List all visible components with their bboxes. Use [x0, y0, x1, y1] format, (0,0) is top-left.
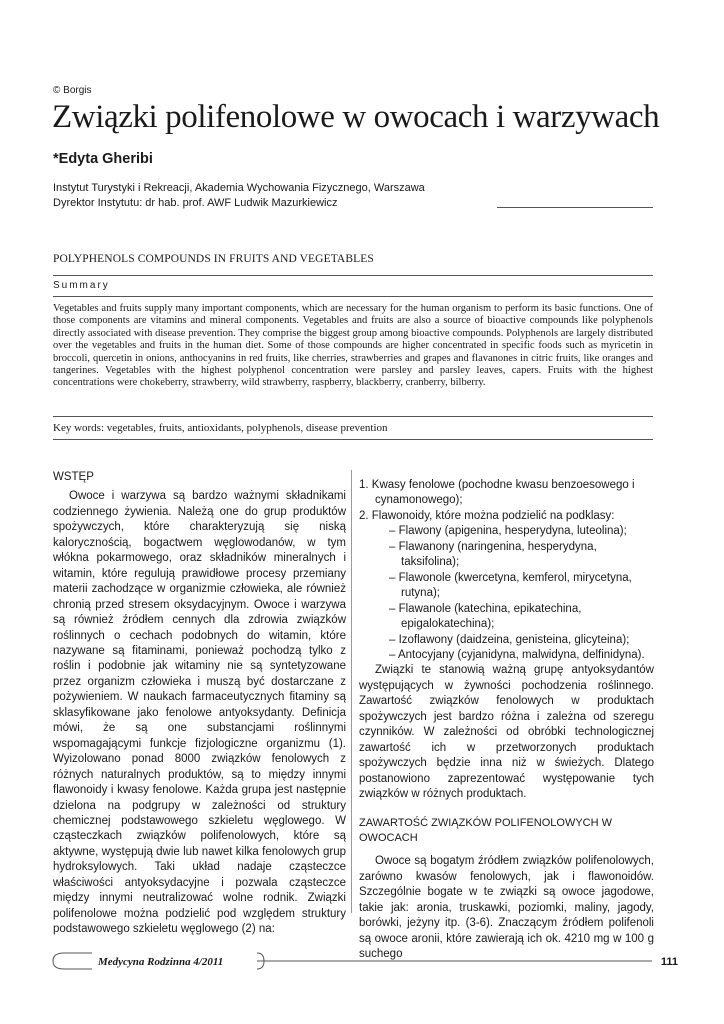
section-heading-fruits: ZAWARTOŚĆ ZWIĄZKÓW POLIFENOLOWYCH W OWOCACH	[359, 816, 613, 844]
intro-paragraph: Owoce i warzywa są bardzo ważnymi składnikami codziennego żywienia. Należą one do grup produktów spożywczych, które charakteryzują się niską kalorycznością, bogactwem węglowodanów, w tym włókna pokarmowego, oraz składników mineralnych i witamin, które regulują prawidłowe procesy przemiany materii zachodzące w organizmie człowieka, ale również chronią przed stresem oksydacyjnym. Owoce i warzywa są również źródłem cennych dla zdrowia związków roślinnych o cechach podobnych do witamin, które nazywane są fitaminami, ponieważ pochodzą tylko z roślin i podobnie jak witaminy nie są syntetyzowane przez organizm człowieka i muszą być dostarczane z pożywieniem. W naukach farmaceutycznych fitaminy są sklasyfikowane jako fenolowe antyoksydanty. Definicja mówi, że są one substancjami roślinnymi wspomagającymi funkcje fizjologiczne organizmu (1). Wyizolowano ponad 8000 związków fenolowych z różnych naturalnych produktów, są to między innymi flawonoidy i kwasy fenolowe. Każda grupa jest następnie dzielona na podgrupy w zależności od struktury chemicznej podstawowego szkieletu węglowego. W cząsteczkach związków polifenolowych, które są aktywne, występują dwie lub nawet kilka fenolowych grup hydroksylowych. Taki układ nadaje cząsteczce właściwości antyoksydacyjne i pozwala cząsteczce między innymi neutralizować wolne rodnik. Związki polifenolowe można podzielić pod względem struktury podstawowego szkieletu węglowego (2) na:	[53, 490, 346, 936]
section-heading-intro: WSTĘP	[53, 471, 94, 483]
polyphenol-classes-list	[359, 478, 654, 524]
journal-name: Medycyna Rodzinna 4/2011	[98, 956, 224, 968]
list-item: – Flawanony (naringenina, hesperydyna, taksifolina);	[389, 540, 597, 569]
rule-above-keywords	[53, 416, 653, 417]
column-divider	[351, 470, 352, 913]
list-item: – Flawanole (katechina, epikatechina, epigalokatechina);	[389, 602, 582, 631]
fruits-paragraph: Owoce są bogatym źródłem związków polifenolowych, zarówno kwasów fenolowych, jak i flawonoidów. Szczególnie bogate w te związki są owoce jagodowe, takie jak: aronia, truskawki, poziomki, maliny, jagody, borówki, jeżyny itp. (3-6). Znaczącym źródłem polifenoli są owoce aronii, które zawierają ich ok. 4210 mg w 100 g suchego	[359, 855, 654, 961]
flavonoid-subclasses-list	[359, 524, 654, 663]
affiliation-rule	[497, 207, 653, 208]
list-item: – Antocyjany (cyjanidyna, malwidyna, delfinidyna).	[389, 648, 645, 661]
list-item: – Izoflawony (daidzeina, genisteina, glicyteina);	[389, 633, 630, 646]
left-column	[53, 470, 346, 938]
english-title: POLYPHENOLS COMPOUNDS IN FRUITS AND VEGETABLES	[53, 253, 374, 265]
author-name: *Edyta Gheribi	[53, 151, 153, 167]
article-title: Związki polifenolowe w owocach i warzywach	[52, 99, 660, 135]
list-item: – Flawonole (kwercetyna, kemferol, mirycetyna, rutyna);	[389, 571, 632, 600]
keywords: Key words: vegetables, fruits, antioxidants, polyphenols, disease prevention	[53, 422, 388, 434]
rule-above-summary	[53, 275, 653, 276]
list-item: 2. Flawonoidy, które można podzielić na podklasy:	[359, 509, 615, 522]
list-item: – Flawony (apigenina, hesperydyna, luteolina);	[389, 525, 627, 538]
antioxidant-paragraph: Związki te stanowią ważną grupę antyoksydantów występujących w żywności pochodzenia roślinnego. Zawartość związków fenolowych w produktach spożywczych jest bardzo różna i zależna od szeregu czynników. W zależności od obróbki technologicznej zawartość ich w przetworzonych produktach spożywczych będzie inna niż w świeżych. Dlatego postanowiono zaprezentować występowanie tych związków w różnych produktach.	[359, 664, 654, 801]
right-column	[359, 478, 654, 963]
rule-below-summary	[53, 296, 653, 297]
affiliation-line-2: Dyrektor Instytutu: dr hab. prof. AWF Ludwik Mazurkiewicz	[53, 197, 338, 209]
rule-below-keywords	[53, 439, 653, 440]
copyright-notice: © Borgis	[53, 85, 92, 96]
list-item: 1. Kwasy fenolowe (pochodne kwasu benzoesowego i cynamonowego);	[359, 479, 635, 507]
affiliation-line-1: Instytut Turystyki i Rekreacji, Akademia Wychowania Fizycznego, Warszawa	[53, 182, 425, 194]
summary-label: Summary	[53, 280, 110, 291]
page-number: 111	[660, 956, 678, 968]
abstract-text: Vegetables and fruits supply many important components, which are necessary for the human organism to perform its basic functions. One of those components are vitamins and mineral components. Vegetables and fruits are also a source of bioactive compounds like polyphenols directly associated with disease prevention. They comprise the biggest group among bioactive compounds. Polyphenols are largely distributed over the vegetables and fruits in the human diet. Some of those compounds are higher concentrated in specific foods such as myricetin in broccoli, quercetin in onions, anthocyanins in red fruits, like cherries, strawberries and grapes and flavanones in citric fruits, like oranges and tangerines. Vegetables with the highest polyphenol concentration were parsley and parsley leaves, capers. Fruits with the highest concentrations were chokeberry, strawberry, wild strawberry, raspberry, blackberry, cranberry, bilberry.	[53, 303, 653, 389]
